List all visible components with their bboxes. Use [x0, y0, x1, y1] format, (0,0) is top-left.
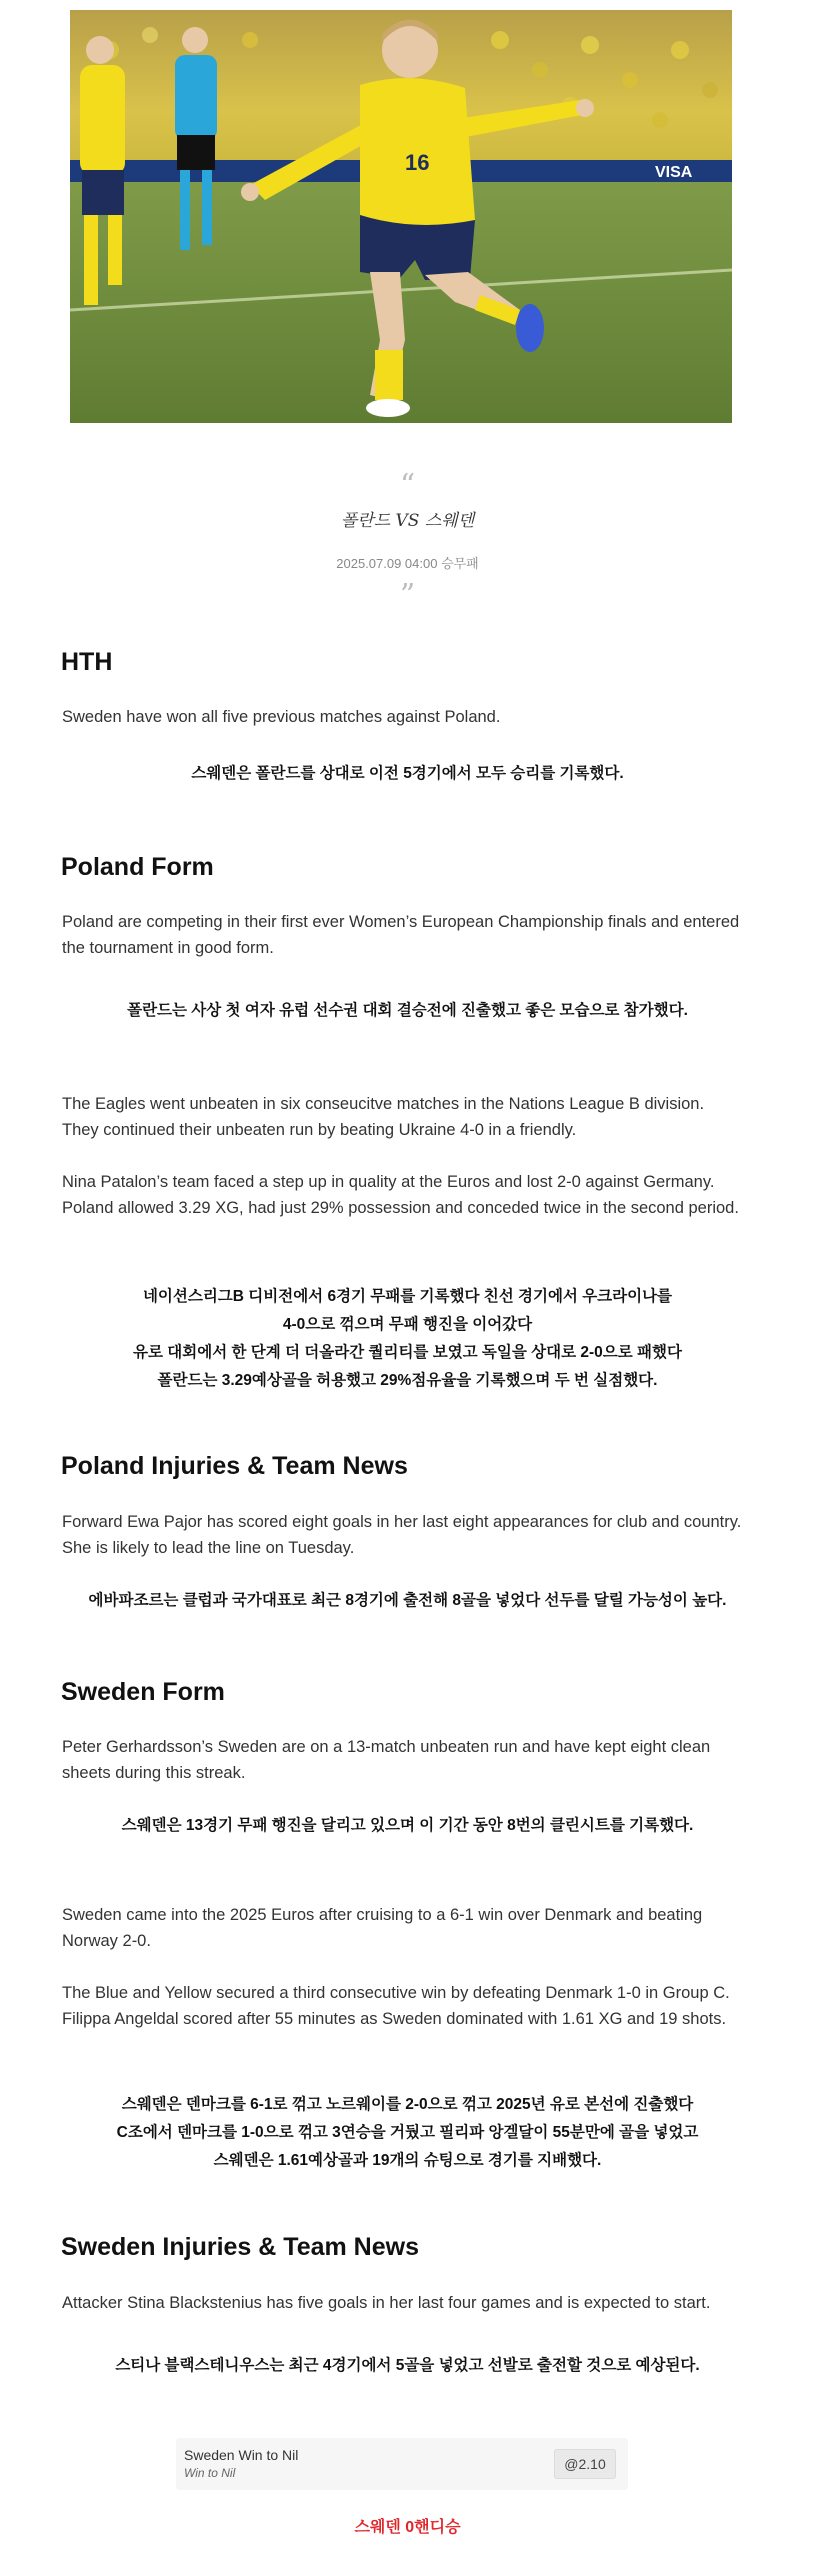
poland-form-text-1: Poland are competing in their first ever Women’s European Championship finals and entered the tournament in good form. [62, 913, 740, 957]
ko-line: 유로 대회에서 한 단계 더 더올라간 퀄리티를 보였고 독일을 상대로 2-0으로 패했다 [133, 1344, 682, 1361]
poland-form-heading: Poland Form [61, 853, 214, 881]
hth-text: Sweden have won all five previous matches against Poland. [62, 708, 501, 726]
poland-injuries-heading: Poland Injuries & Team News [61, 1452, 408, 1480]
ko-line: 스웨덴은 1.61예상골과 19개의 슈팅으로 경기를 지배했다. [213, 2152, 602, 2169]
sweden-form-heading: Sweden Form [61, 1678, 225, 1706]
hth-text-ko: 스웨덴은 폴란드를 상대로 이전 5경기에서 모두 승리를 기록했다. [191, 765, 624, 782]
bet-market-subtitle: Win to Nil [184, 2466, 236, 2480]
sweden-form-text-1-ko: 스웨덴은 13경기 무패 행진을 달리고 있으며 이 기간 동안 8번의 클린시트를 기록했다. [121, 1817, 694, 1834]
open-quote-icon: “ [399, 468, 416, 503]
bet-odds-button[interactable]: @2.10 [554, 2449, 616, 2479]
close-quote-icon: ” [399, 578, 416, 613]
sweden-injuries-heading: Sweden Injuries & Team News [61, 2233, 419, 2261]
sweden-form-text-3: The Blue and Yellow secured a third consecutive win by defeating Denmark 1-0 in Group C. Filippa Angeldal scored after 55 minutes as Sweden dominated with 1.61 XG and 19 shots. [62, 1984, 730, 2028]
bet-market-name: Sweden Win to Nil [184, 2447, 299, 2463]
poland-form-text-2-ko [0, 1283, 815, 1395]
match-meta: 2025.07.09 04:00 승무패 [336, 556, 479, 571]
bet-card[interactable] [176, 2438, 628, 2490]
sweden-injuries-text: Attacker Stina Blackstenius has five goals in her last four games and is expected to start. [62, 2294, 711, 2312]
poland-form-text-3: Nina Patalon’s team faced a step up in quality at the Euros and lost 2-0 against Germany. Poland allowed 3.29 XG, had just 29% possession and conceded twice in the second period. [62, 1173, 739, 1217]
poland-form-text-2: The Eagles went unbeaten in six conseucitve matches in the Nations League B division. They continued their unbeaten run by beating Ukraine 4-0 in a friendly. [62, 1095, 705, 1139]
ko-line: 스웨덴은 덴마크를 6-1로 꺾고 노르웨이를 2-0으로 꺾고 2025년 유로 본선에 진출했다 [121, 2096, 694, 2113]
ko-line: 4-0으로 꺾으며 무패 행진을 이어갔다 [282, 1316, 533, 1333]
poland-injuries-text-ko: 에바파조르는 클럽과 국가대표로 최근 8경기에 출전해 8골을 넣었다 선두를 달릴 가능성이 높다. [88, 1592, 727, 1609]
hero-photo [70, 10, 732, 423]
svg-text:16: 16 [405, 150, 430, 175]
sweden-celebration-photo [70, 10, 732, 423]
poland-injuries-text: Forward Ewa Pajor has scored eight goals in her last eight appearances for club and country. She is likely to lead the line on Tuesday. [62, 1513, 742, 1557]
sweden-form-text-2-ko [0, 2091, 815, 2175]
sweden-injuries-text-ko: 스티나 블랙스테니우스는 최근 4경기에서 5골을 넣었고 선발로 출전할 것으로 예상된다. [115, 2357, 700, 2374]
ko-line: 네이션스리그B 디비전에서 6경기 무패를 기록했다 친선 경기에서 우크라이나를 [142, 1288, 673, 1305]
visa-board: VISA [655, 164, 693, 181]
sweden-form-text-2: Sweden came into the 2025 Euros after cruising to a 6-1 win over Denmark and beating Norway 2-0. [62, 1906, 703, 1950]
ko-line: C조에서 덴마크를 1-0으로 꺾고 3연승을 거뒀고 필리파 앙겔달이 55분만에 골을 넣었고 [116, 2124, 699, 2141]
pick-tip: 스웨덴 0핸디승 [354, 2519, 461, 2536]
ko-line: 폴란드는 3.29예상골을 허용했고 29%점유율을 기록했으며 두 번 실점했다. [157, 1372, 658, 1389]
poland-form-text-1-ko: 폴란드는 사상 첫 여자 유럽 선수권 대회 결승전에 진출했고 좋은 모습으로 참가했다. [127, 1002, 688, 1019]
sweden-form-text-1: Peter Gerhardsson’s Sweden are on a 13-match unbeaten run and have kept eight clean sheets during this streak. [62, 1738, 711, 1782]
hth-heading: HTH [61, 648, 113, 676]
match-title: 폴란드 VS 스웨덴 [340, 511, 475, 531]
